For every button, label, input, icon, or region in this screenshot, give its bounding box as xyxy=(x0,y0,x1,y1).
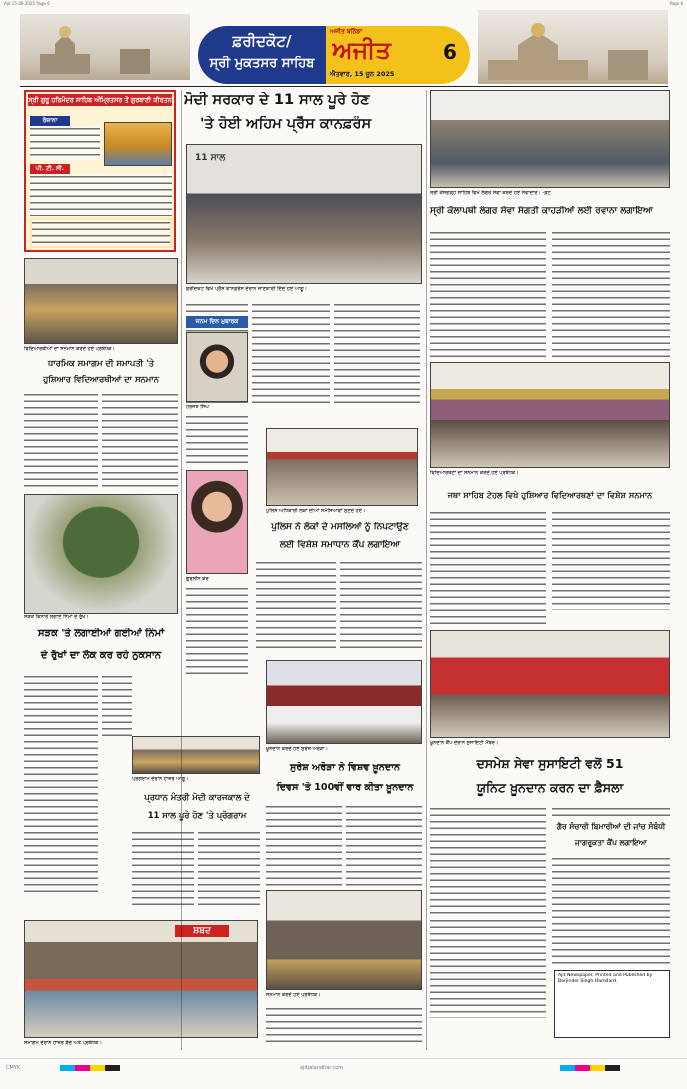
tree-headline-2: ਦੇ ਰੁੱਖਾਂ ਦਾ ਲੋਕ ਕਰ ਰਹੇ ਨੁਕਸਾਨ xyxy=(40,650,162,661)
blood-society-text-col-3 xyxy=(430,918,546,1018)
tree-headline-1: ਸੜਕ 'ਤੇ ਲਗਾਈਆਂ ਗਈਆਂ ਨਿੰਮਾਂ xyxy=(37,628,165,639)
blood-day-photo xyxy=(266,660,422,744)
edition-line-2: ਸ੍ਰੀ ਮੁਕਤਸਰ ਸਾਹਿਬ xyxy=(209,56,315,71)
modi-program-text-col-2 xyxy=(198,830,260,910)
langar-photo xyxy=(430,90,670,188)
blood-day-headline-1: ਸੁਰੇਸ਼ ਅਰੋੜਾ ਨੇ ਵਿਸ਼ਵ ਖ਼ੂਨਦਾਨ xyxy=(290,762,400,773)
women-headline: ਜਥਾ ਸਾਹਿਬ ਟੇਹਲ ਵਿਖੇ ਹੁਸ਼ਿਆਰ ਵਿਦਿਆਰਥਣਾਂ ਦਾ ਵਿਸ਼ੇਸ਼ ਸਨਮਾਨ xyxy=(447,490,653,500)
police-caption: ਪੁਲਿਸ ਅਧਿਕਾਰੀ ਲੋਕਾਂ ਦੀਆਂ ਸਮੱਸਿਆਵਾਂ ਸੁਣਦੇ ਹੋਏ। xyxy=(266,508,366,514)
ad-schedule-text xyxy=(30,174,172,216)
students-caption: ਵਿਦਿਆਰਥੀਆਂ ਦਾ ਸਨਮਾਨ ਕਰਦੇ ਹੋਏ ਪ੍ਰਬੰਧਕ। xyxy=(24,346,115,352)
birthday-label: ਜਨਮ ਦਿਨ ਮੁਬਾਰਕ xyxy=(195,318,239,325)
blood-day-text-col-1 xyxy=(266,804,342,886)
paper-small: ਅਜੀਤ ਬਠਿੰਡਾ xyxy=(330,28,363,35)
police-headline-1: ਪੁਲਿਸ ਨੇ ਲੋਕਾਂ ਦੇ ਮਸਲਿਆਂ ਨੂੰ ਨਿਪਟਾਉਣ xyxy=(271,522,409,532)
main-text-col-2 xyxy=(252,302,330,406)
bottom-group-photo xyxy=(24,920,258,1038)
birthday-caption-2: ਗੁਰਲੀਨ ਕੌਰ xyxy=(186,576,209,582)
police-photo xyxy=(266,428,418,506)
edition-banner xyxy=(198,26,326,84)
students-photo xyxy=(24,258,178,344)
main-headline-1: ਮੋਦੀ ਸਰਕਾਰ ਦੇ 11 ਸਾਲ ਪੂਰੇ ਹੋਣ xyxy=(184,92,370,108)
police-headline-2: ਲਈ ਵਿਸ਼ੇਸ਼ ਸਮਾਧਾਨ ਕੈਂਪ ਲਗਾਇਆ xyxy=(279,540,401,550)
birthday-photo-2 xyxy=(186,470,248,574)
women-photo xyxy=(430,362,670,468)
modi-program-caption: ਪ੍ਰੋਗਰਾਮ ਦੌਰਾਨ ਹਾਜ਼ਰ ਆਗੂ। xyxy=(132,776,189,782)
main-headline-2: 'ਤੇ ਹੋਈ ਅਹਿਮ ਪ੍ਰੈੱਸ ਕਾਨਫ਼ਰੰਸ xyxy=(200,116,372,132)
blood-day-headline-2: ਦਿਵਸ 'ਤੇ 100ਵੀਂ ਵਾਰ ਕੀਤਾ ਖ਼ੂਨਦਾਨ xyxy=(276,782,414,793)
masthead-rule xyxy=(20,86,668,87)
birthday-text-2 xyxy=(186,586,248,676)
footer-left: CMYK xyxy=(6,1065,21,1071)
modi-program-headline-1: ਪ੍ਰਧਾਨ ਮੰਤਰੀ ਮੋਦੀ ਕਾਰਜਕਾਲ ਦੇ xyxy=(144,792,250,802)
birthday-label-box xyxy=(186,316,248,328)
ad-footer-text xyxy=(32,220,170,246)
main-photo-sign: 11 ਸਾਲ xyxy=(195,153,226,163)
modi-program-photo xyxy=(132,736,260,774)
main-caption: ਫ਼ਰੀਦਕੋਟ ਵਿਖੇ ਪ੍ਰੈੱਸ ਕਾਨਫ਼ਰੰਸ ਦੌਰਾਨ ਜਾਣਕਾਰੀ ਦਿੰਦੇ ਹੋਏ ਆਗੂ। xyxy=(186,286,308,292)
modi-program-text-col-1 xyxy=(132,830,194,910)
page-number: 6 xyxy=(443,40,457,64)
students-headline-1: ਧਾਰਮਿਕ ਸਮਾਗਮ ਦੀ ਸਮਾਪਤੀ 'ਤੇ xyxy=(47,358,155,368)
women-text-col-1 xyxy=(430,510,546,626)
bottom-group-caption: ਸਮਾਗਮ ਦੌਰਾਨ ਹਾਜ਼ਰ ਬੱਚੇ ਅਤੇ ਪ੍ਰਬੰਧਕ। xyxy=(24,1040,102,1046)
blood-day-text-col-2 xyxy=(346,804,422,886)
langar-text-col-1 xyxy=(430,230,546,358)
masthead-right-image xyxy=(478,10,668,84)
langar-caption: ਸ੍ਰੀ ਕੇਸਗੜ੍ਹ ਸਾਹਿਬ ਵਿਖੇ ਲੰਗਰ ਸੇਵਾ ਕਰਦੇ ਹੋਏ ਸੇਵਾਦਾਰ। -ਫ਼ੋਟੋ xyxy=(430,190,551,196)
column-rule-1 xyxy=(181,90,182,1050)
police-text-col-1 xyxy=(256,560,336,652)
awareness-text xyxy=(552,856,670,966)
paper-name: ਅਜੀਤ xyxy=(332,36,391,64)
footer xyxy=(0,1058,687,1089)
color-registration-bar-right xyxy=(560,1065,620,1071)
colophon: Ajit Newspaper. Printed and Published by Barjinder Singh Hamdard. xyxy=(558,973,653,984)
bottom-photo-sign: ਸ਼ਬਦ xyxy=(175,925,229,937)
golden-temple-sketch-icon xyxy=(478,10,668,84)
birthday-photo-1 xyxy=(186,332,248,402)
blood-society-caption: ਖ਼ੂਨਦਾਨ ਕੈਂਪ ਦੌਰਾਨ ਸੁਸਾਇਟੀ ਮੈਂਬਰ। xyxy=(430,740,499,746)
blood-day-caption: ਖ਼ੂਨਦਾਨ ਕਰਦੇ ਹੋਏ ਸੁਰੇਸ਼ ਅਰੋੜਾ। xyxy=(266,746,328,752)
blood-society-headline-1: ਦਸਮੇਸ਼ ਸੇਵਾ ਸੁਸਾਇਟੀ ਵਲੋਂ 51 xyxy=(476,756,624,771)
tree-text-col-1 xyxy=(24,674,98,892)
tree-photo xyxy=(24,494,178,614)
main-photo xyxy=(186,144,422,284)
birthday-caption-1: ਹਰਜੋਤ ਸਿੰਘ xyxy=(186,404,209,410)
tree-text-col-2 xyxy=(102,674,132,736)
ad-title: ਸ੍ਰੀ ਗੁਰੂ ਹਰਿਮੰਦਰ ਸਾਹਿਬ ਅੰਮ੍ਰਿਤਸਰ ਤੋਂ ਗੁਰਬਾਣੀ ਕੀਰਤਨ xyxy=(28,96,172,104)
blood-society-photo xyxy=(430,630,670,738)
students-headline-2: ਹੁਸ਼ਿਆਰ ਵਿਦਿਆਰਥੀਆਂ ਦਾ ਸਨਮਾਨ xyxy=(43,374,159,384)
gurdwara-sketch-icon xyxy=(20,14,190,80)
blood-society-headline-2: ਯੂਨਿਟ ਖ਼ੂਨਦਾਨ ਕਰਨ ਦਾ ਫ਼ੈਸਲਾ xyxy=(476,780,624,795)
blood-society-text-col-1 xyxy=(430,806,546,916)
ad-badge: ਰੋਜ਼ਾਨਾ xyxy=(30,116,70,126)
students-text-col-2 xyxy=(102,392,178,488)
ad-box xyxy=(24,90,176,252)
awareness-headline-1: ਗੈਰ ਸੰਚਾਰੀ ਬਿਮਾਰੀਆਂ ਦੀ ਜਾਂਚ ਸੰਬੰਧੀ xyxy=(556,822,666,831)
ad-footer xyxy=(30,218,172,248)
page-number-box xyxy=(436,26,470,84)
column-rule-2 xyxy=(426,90,427,1050)
blood-society-text-col-2 xyxy=(552,806,670,820)
colophon-box xyxy=(554,970,670,1038)
print-strip xyxy=(0,0,687,8)
masthead xyxy=(0,8,687,88)
masthead-left-image xyxy=(20,14,190,80)
tree-caption: ਸੜਕ ਕਿਨਾਰੇ ਲਗਾਏ ਨਿੰਮਾਂ ਦੇ ਰੁੱਖ। xyxy=(24,614,89,620)
ad-sub: ਪੀ. ਟੀ. ਸੀ. xyxy=(30,164,70,174)
ad-golden-temple-image xyxy=(104,122,172,166)
modi-program-headline-2: 11 ਸਾਲ ਪੂਰੇ ਹੋਣ 'ਤੇ ਪ੍ਰੋਗਰਾਮ xyxy=(147,810,247,820)
edition-line-1: ਫ਼ਰੀਦਕੋਟ/ xyxy=(232,32,292,50)
students-text-col-1 xyxy=(24,392,98,488)
color-registration-bar xyxy=(60,1065,120,1071)
paper-name-box xyxy=(326,26,436,84)
birthday-text-1 xyxy=(186,414,248,464)
issue-date: ਐਤਵਾਰ, 15 ਜੂਨ 2025 xyxy=(330,70,395,78)
print-strip-right: Page 6 xyxy=(669,1,683,6)
langar-headline: ਸ੍ਰੀ ਕੋਲਾਪਥੀ ਲੰਗਰ ਸੇਵਾ ਸੰਗਤੀ ਕਾਹੜੀਆਂ ਲਈ ਰਵਾਨਾ ਲਗਾਇਆ xyxy=(430,206,653,216)
women-text-col-2 xyxy=(552,510,670,610)
bottom-mid-text xyxy=(266,1006,422,1046)
bottom-mid-caption: ਸਨਮਾਨ ਕਰਦੇ ਹੋਏ ਪ੍ਰਬੰਧਕ। xyxy=(266,992,321,998)
awareness-headline-2: ਜਾਗਰੂਕਤਾ ਕੈਂਪ ਲਗਾਇਆ xyxy=(574,838,648,847)
women-caption: ਵਿਦਿਆਰਥਣਾਂ ਦਾ ਸਨਮਾਨ ਕਰਦੇ ਹੋਏ ਪ੍ਰਬੰਧਕ। xyxy=(430,470,519,476)
print-strip-left: Ajit 15-06-2025 Page 6 xyxy=(4,1,50,6)
bottom-mid-photo xyxy=(266,890,422,990)
ad-body-text xyxy=(30,126,100,160)
main-text-col-3 xyxy=(334,302,420,406)
police-text-col-2 xyxy=(340,560,422,652)
footer-center: ajitjalandhar.com xyxy=(300,1065,344,1071)
langar-text-col-2 xyxy=(552,230,670,358)
